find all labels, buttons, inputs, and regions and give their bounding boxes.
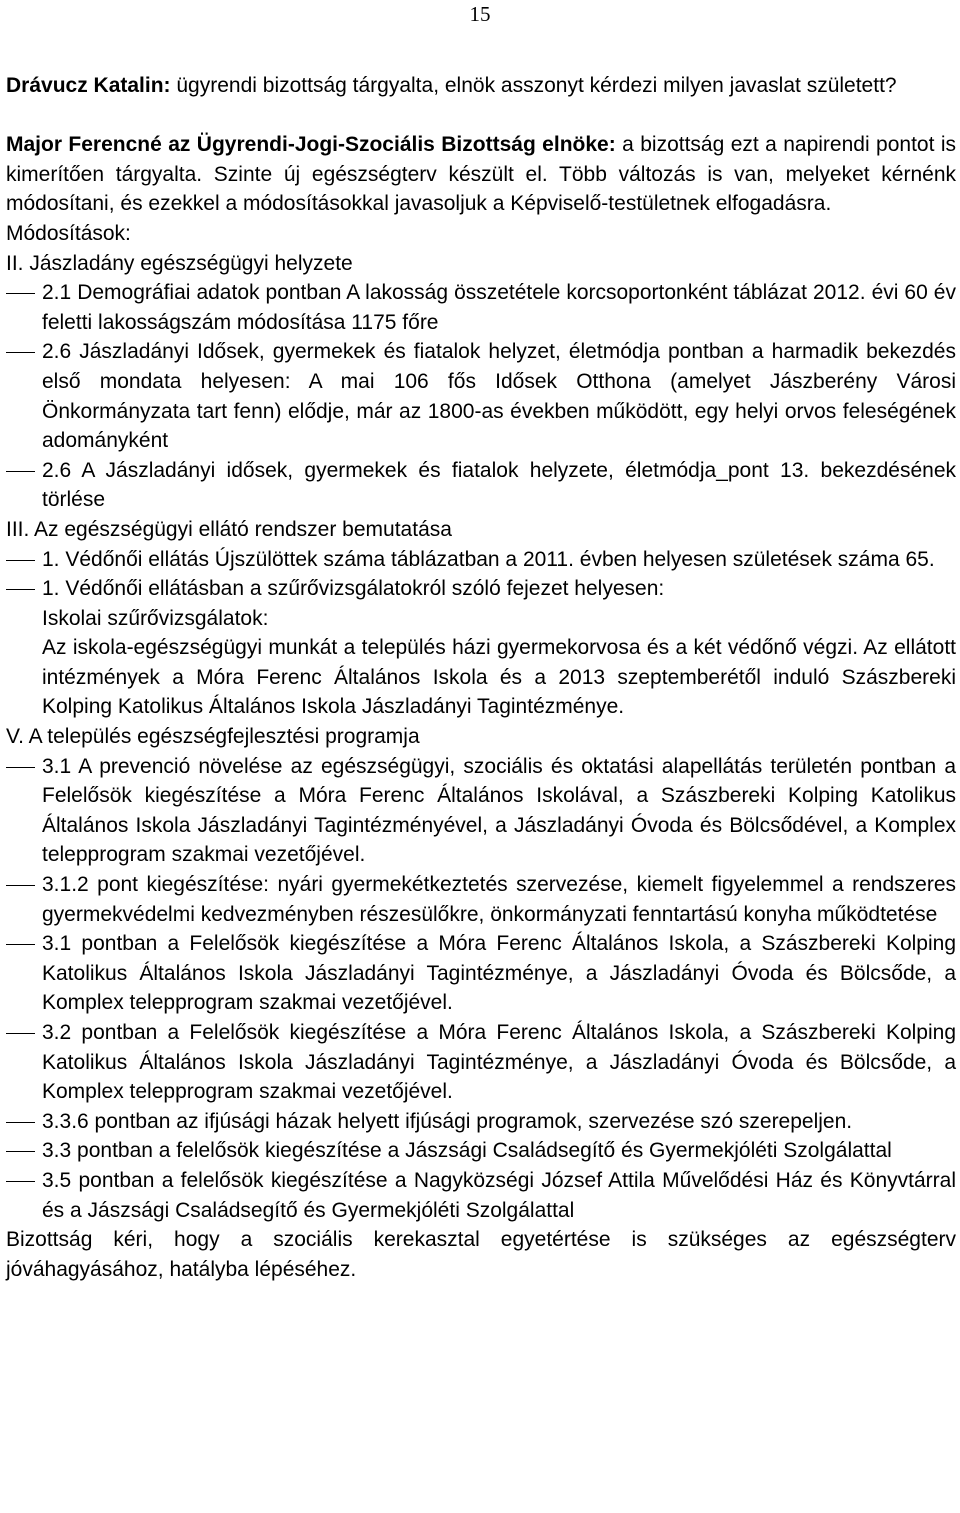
list-item [6, 456, 956, 515]
dash-bullet [6, 293, 35, 294]
list-item-subheading: Iskolai szűrővizsgálatok: [42, 606, 269, 630]
dash-bullet [6, 1033, 35, 1034]
list-item-text: 1. Védőnői ellátás Újszülöttek száma táblázatban a 2011. évben helyesen születések száma 65. [42, 547, 935, 571]
list-item [6, 337, 956, 455]
list-item-text: 1. Védőnői ellátásban a szűrővizsgálatokról szóló fejezet helyesen: [42, 577, 665, 601]
section-heading-iii: III. Az egészségügyi ellátó rendszer bemutatása [6, 517, 452, 541]
list-item-text: 3.3 pontban a felelősök kiegészítése a Jászsági Családsegítő és Gyermekjóléti Szolgálattal [42, 1139, 892, 1163]
dash-bullet [6, 471, 35, 472]
dash-bullet [6, 1181, 35, 1182]
list-item [6, 752, 956, 870]
dash-bullet [6, 885, 35, 886]
speaker-name: Drávucz Katalin: [6, 74, 171, 97]
list-item [6, 929, 956, 1018]
list-item-text: 2.1 Demográfiai adatok pontban A lakosság összetétele korcsoportonként táblázat 2012. évi 60 év feletti lakosságszám módosítása 1175 főre [42, 281, 956, 334]
paragraph-major [6, 130, 956, 219]
list-item [6, 1136, 956, 1166]
dash-bullet [6, 589, 35, 590]
section-heading-v: V. A település egészségfejlesztési programja [6, 725, 420, 749]
list-item-text: 3.1 A prevenció növelése az egészségügyi, szociális és oktatási alapellátás területén pontban a Felelősök kiegészítése a Móra Ferenc Általános Iskolával, a Szászbereki Kolping Katolikus Általános Iskola Jászladányi Tagintézményével, a Jászladányi Óvoda és Bölcsődével, a Komplex telepprogram szakmai vezetőjével. [42, 754, 956, 867]
section-heading-ii: II. Jászladány egészségügyi helyzete [6, 251, 353, 275]
dash-bullet [6, 1151, 35, 1152]
modositasok-label: Módosítások: [6, 221, 131, 245]
page-number: 15 [469, 2, 491, 26]
list-item [6, 574, 956, 722]
paragraph-dravucz [6, 71, 956, 101]
dash-bullet [6, 944, 35, 945]
list-item-text: 3.5 pontban a felelősök kiegészítése a Nagyközségi József Attila Művelődési Ház és Könyvtárral és a Jászsági Családsegítő és Gyermekjóléti Szolgálattal [42, 1168, 956, 1222]
list-item-text: 2.6 Jászladányi Idősek, gyermekek és fiatalok helyzet, életmódja pontban a harmadik bekezdés első mondata helyesen: A mai 106 fős Idősek Otthona (amelyet Jászberény Városi Önkormányzata tart fenn) elődje, már az 1800-as években működött, egy helyi orvos feleségének adományként [42, 340, 956, 453]
dash-bullet [6, 352, 35, 353]
list-item-text: 2.6 A Jászladányi idősek, gyermekek és fiatalok helyzete, életmódja_pont 13. bekezdésének törlése [42, 458, 956, 512]
spacer [6, 101, 956, 131]
paragraph-text: ügyrendi bizottság tárgyalta, elnök asszonyt kérdezi milyen javaslat született? [170, 74, 897, 97]
list-item [6, 545, 956, 575]
dash-bullet [6, 1122, 35, 1123]
list-item [6, 1018, 956, 1107]
list-item [6, 870, 956, 929]
list-item-text: 3.2 pontban a Felelősök kiegészítése a Móra Ferenc Általános Iskola, a Szászbereki Kolping Katolikus Általános Iskola Jászladányi Tagintézménye, a Jászladányi Óvoda és Bölcsőde, a Komplex telepprogram szakmai vezetőjével. [42, 1021, 956, 1104]
list-item-text: Az iskola-egészségügyi munkát a település házi gyermekorvosa és a két védőnő végzi. Az ellátott intézmények a Móra Ferenc Általános Iskola és a 2013 szeptemberétől induló Szászbereki Kolping Katolikus Általános Iskola Jászladányi Tagintézménye. [42, 636, 956, 719]
list-item-text: 3.1 pontban a Felelősök kiegészítése a Móra Ferenc Általános Iskola, a Szászbereki Kolping Katolikus Általános Iskola Jászladányi Tagintézménye, a Jászladányi Óvoda és Bölcsőde, a Komplex telepprogram szakmai vezetőjével. [42, 932, 956, 1015]
dash-bullet [6, 767, 35, 768]
list-item [6, 1166, 956, 1225]
list-item [6, 1107, 956, 1137]
dash-bullet [6, 560, 35, 561]
list-item [6, 278, 956, 337]
document-body [6, 71, 956, 1284]
closing-paragraph: Bizottság kéri, hogy a szociális kerekasztal egyetértése is szükséges az egészségterv jóváhagyásához, hatályba lépéséhez. [6, 1228, 956, 1281]
list-item-text: 3.1.2 pont kiegészítése: nyári gyermekétkeztetés szervezése, kiemelt figyelemmel a rendszeres gyermekvédelmi kedvezményben részesülőkre, önkormányzati fenntartású konyha működtetése [42, 873, 956, 926]
list-item-text: 3.3.6 pontban az ifjúsági házak helyett ifjúsági programok, szervezése szó szerepeljen. [42, 1109, 853, 1133]
speaker-name: Major Ferencné az Ügyrendi-Jogi-Szociális Bizottság elnöke: [6, 133, 616, 157]
paragraph-text: a bizottság ezt a napirendi pontot is kimerítően tárgyalta. Szinte új egészségterv készült el. Több változás is van, melyeket kérnénk módosítani, és ezekkel a módosításokkal javasoljuk a Képviselő-testületnek elfogadásra. [6, 133, 957, 216]
